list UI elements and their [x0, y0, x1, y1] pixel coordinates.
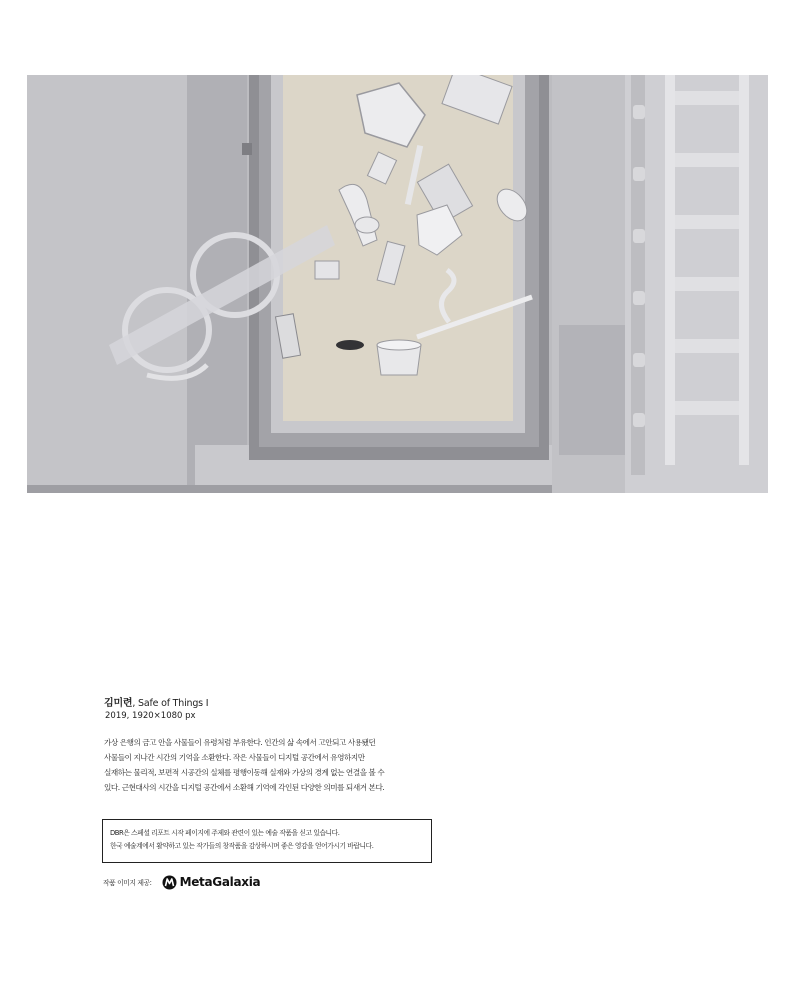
notice-box — [102, 819, 432, 863]
caption-title-line — [104, 697, 444, 710]
artwork-image — [27, 75, 768, 493]
work-title: , Safe of Things Ⅰ — [132, 698, 209, 709]
image-credit — [103, 874, 260, 890]
description-line: 있다. 근현대사의 시간을 디지털 공간에서 소환해 기억에 각인된 다양한 의미를 되새겨 본다. — [104, 783, 385, 792]
work-description — [104, 735, 444, 795]
notice-line: 한국 예술계에서 활약하고 있는 작가들의 창작품을 감상하시며 좋은 영감을 얻어가시기 바랍니다. — [110, 842, 374, 850]
notice-line: DBR은 스페셜 리포트 시작 페이지에 주제와 관련이 있는 예술 작품을 싣고 있습니다. — [110, 829, 340, 837]
description-line: 실재하는 물리적, 보편적 시공간의 실체를 평행이동해 실재와 가상의 경계 없는 연결을 볼 수 — [104, 768, 385, 777]
work-meta: 2019, 1920×1080 px — [105, 711, 196, 721]
description-line: 사물들이 지나간 시간의 기억을 소환한다. 작은 사물들이 디지털 공간에서 유영하지만 — [104, 753, 365, 762]
description-line: 가상 은행의 금고 안을 사물들이 유령처럼 부유한다. 인간의 삶 속에서 고안되고 사용됐던 — [104, 738, 376, 747]
metagalaxia-logo-icon — [162, 875, 177, 890]
brand-name: MetaGalaxia — [179, 875, 261, 889]
artist-name: 김미련 — [104, 698, 133, 709]
brand-logo — [162, 875, 261, 890]
artwork-caption — [104, 697, 444, 795]
credit-label: 작품 이미지 제공: — [103, 879, 152, 887]
